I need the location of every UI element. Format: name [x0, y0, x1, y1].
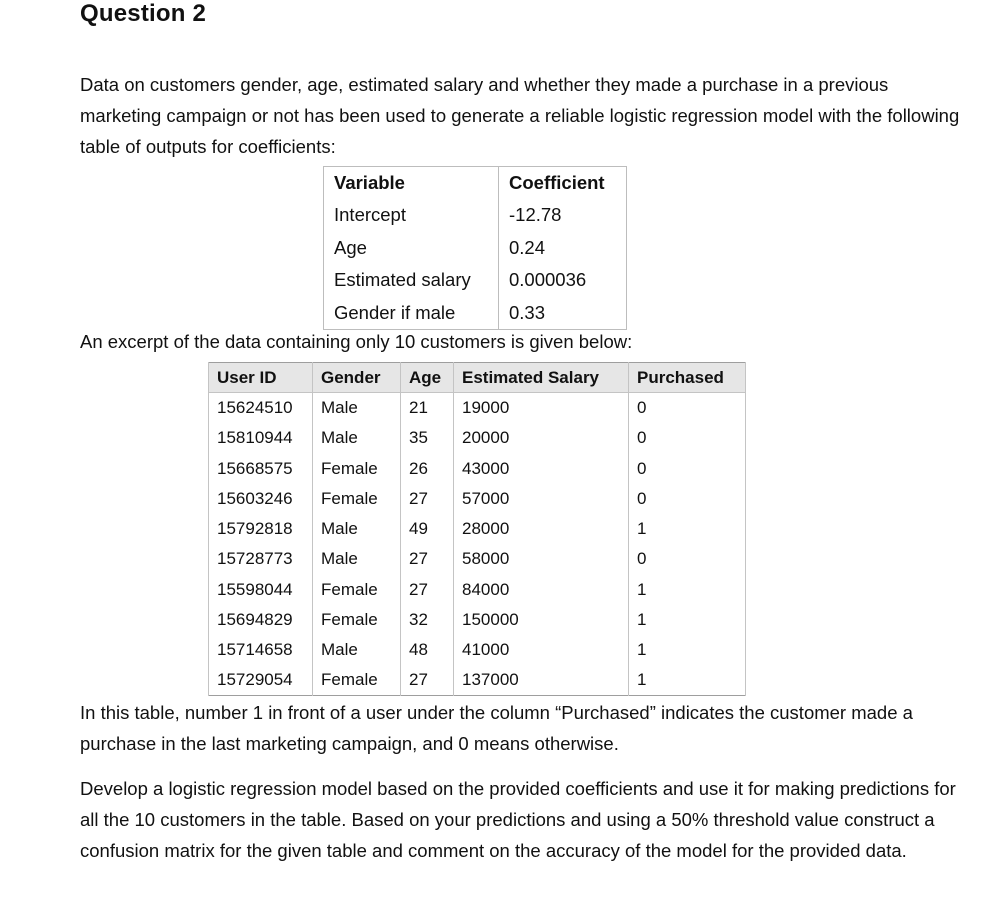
- cell-user-id: 15598044: [209, 575, 313, 605]
- coef-value: 0.33: [499, 297, 627, 330]
- table-row: [209, 635, 746, 665]
- cell-gender: Male: [313, 544, 401, 574]
- cell-purchased: 0: [629, 423, 746, 453]
- customer-data-table: [208, 362, 746, 696]
- note-paragraph: In this table, number 1 in front of a user under the column “Purchased” indicates the customer made a purchase in the last marketing campaign, and 0 means otherwise.: [80, 702, 913, 754]
- cell-purchased: 0: [629, 484, 746, 514]
- coef-variable: Intercept: [324, 199, 499, 232]
- cell-user-id: 15694829: [209, 605, 313, 635]
- cell-gender: Female: [313, 453, 401, 483]
- cell-user-id: 15714658: [209, 635, 313, 665]
- table-row: [209, 423, 746, 453]
- cell-age: 27: [401, 575, 454, 605]
- cell-gender: Male: [313, 393, 401, 423]
- cell-age: 21: [401, 393, 454, 423]
- table-row: [209, 453, 746, 483]
- cell-user-id: 15603246: [209, 484, 313, 514]
- coef-row: [324, 232, 627, 265]
- coef-variable: Age: [324, 232, 499, 265]
- intro-paragraph: Data on customers gender, age, estimated salary and whether they made a purchase in a previous marketing campaign or not has been used to generate a reliable logistic regression model with the following table of outputs for coefficients:: [80, 74, 960, 157]
- coef-value: 0.24: [499, 232, 627, 265]
- cell-purchased: 1: [629, 665, 746, 695]
- cell-age: 35: [401, 423, 454, 453]
- coef-variable: Estimated salary: [324, 264, 499, 297]
- cell-salary: 28000: [454, 514, 629, 544]
- cell-salary: 43000: [454, 453, 629, 483]
- coef-row: [324, 264, 627, 297]
- header-user-id: User ID: [209, 363, 313, 393]
- cell-gender: Male: [313, 423, 401, 453]
- cell-user-id: 15792818: [209, 514, 313, 544]
- cell-purchased: 1: [629, 514, 746, 544]
- coefficient-table: [323, 166, 627, 330]
- cell-purchased: 1: [629, 575, 746, 605]
- header-purchased: Purchased: [629, 363, 746, 393]
- cell-purchased: 0: [629, 453, 746, 483]
- cell-gender: Female: [313, 605, 401, 635]
- cell-gender: Female: [313, 484, 401, 514]
- excerpt-paragraph: An excerpt of the data containing only 10 customers is given below:: [80, 331, 633, 352]
- table-row: [209, 665, 746, 695]
- header-gender: Gender: [313, 363, 401, 393]
- header-age: Age: [401, 363, 454, 393]
- cell-salary: 19000: [454, 393, 629, 423]
- table-row: [209, 575, 746, 605]
- coef-header-coefficient: Coefficient: [499, 167, 627, 200]
- cell-gender: Male: [313, 514, 401, 544]
- cell-gender: Female: [313, 665, 401, 695]
- cell-user-id: 15624510: [209, 393, 313, 423]
- cell-salary: 20000: [454, 423, 629, 453]
- coef-variable: Gender if male: [324, 297, 499, 330]
- coef-row: [324, 199, 627, 232]
- cell-age: 48: [401, 635, 454, 665]
- cell-salary: 84000: [454, 575, 629, 605]
- cell-age: 49: [401, 514, 454, 544]
- cell-salary: 41000: [454, 635, 629, 665]
- task-paragraph: Develop a logistic regression model based on the provided coefficients and use it for making predictions for all the 10 customers in the table. Based on your predictions and using a 50% threshold value construct a confusion matrix for the given table and comment on the accuracy of the model for the provided data.: [80, 778, 956, 861]
- cell-purchased: 0: [629, 544, 746, 574]
- data-header-row: [209, 363, 746, 393]
- cell-salary: 58000: [454, 544, 629, 574]
- cell-gender: Male: [313, 635, 401, 665]
- cell-gender: Female: [313, 575, 401, 605]
- coef-header-row: [324, 167, 627, 200]
- header-estimated-salary: Estimated Salary: [454, 363, 629, 393]
- coef-header-variable: Variable: [324, 167, 499, 200]
- coef-row: [324, 297, 627, 330]
- cell-salary: 150000: [454, 605, 629, 635]
- coef-value: 0.000036: [499, 264, 627, 297]
- cell-purchased: 1: [629, 605, 746, 635]
- cell-age: 32: [401, 605, 454, 635]
- cell-purchased: 1: [629, 635, 746, 665]
- cell-user-id: 15729054: [209, 665, 313, 695]
- cell-age: 27: [401, 484, 454, 514]
- cell-salary: 137000: [454, 665, 629, 695]
- cell-age: 26: [401, 453, 454, 483]
- cell-age: 27: [401, 544, 454, 574]
- table-row: [209, 393, 746, 423]
- cell-purchased: 0: [629, 393, 746, 423]
- table-row: [209, 605, 746, 635]
- cell-salary: 57000: [454, 484, 629, 514]
- cell-age: 27: [401, 665, 454, 695]
- table-row: [209, 484, 746, 514]
- coef-value: -12.78: [499, 199, 627, 232]
- table-row: [209, 544, 746, 574]
- cell-user-id: 15668575: [209, 453, 313, 483]
- question-title: Question 2: [80, 0, 207, 27]
- cell-user-id: 15728773: [209, 544, 313, 574]
- cell-user-id: 15810944: [209, 423, 313, 453]
- table-row: [209, 514, 746, 544]
